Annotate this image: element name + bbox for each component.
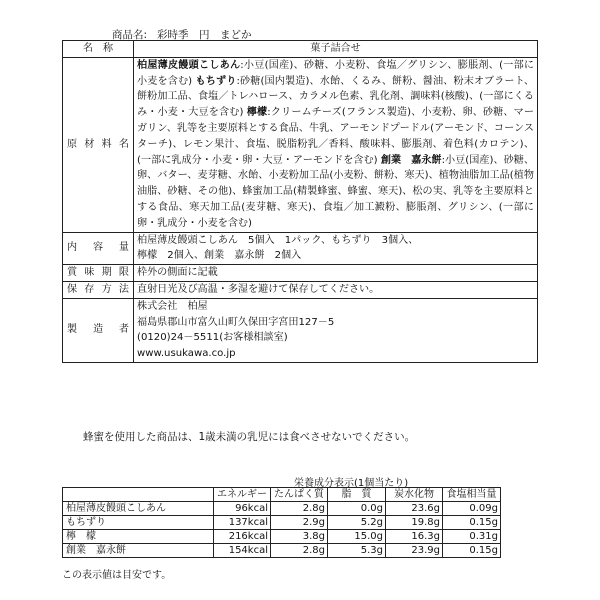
- expiry-row: [63, 265, 538, 282]
- nutrition-salt: 0.15g: [443, 544, 501, 558]
- nutrition-salt: 0.31g: [443, 530, 501, 544]
- nutrition-salt: 0.09g: [443, 502, 501, 516]
- ingredient-title-mochizuri: もちずり: [195, 75, 237, 87]
- product-name-label: 商品名:: [112, 29, 148, 41]
- maker-address: 福島県郡山市富久山町久保田字宮田127－5: [137, 316, 335, 328]
- nutrition-header-energy: エネルギー: [214, 488, 271, 502]
- contents-line-2: 檸檬 2個入、創業 嘉永餅 2個入: [137, 250, 302, 262]
- table-row: [63, 530, 501, 544]
- nutrition-header-row: [63, 488, 501, 502]
- contents-label: 内容量: [63, 232, 134, 265]
- expiry-label: 賞味期限: [63, 265, 134, 282]
- ingredient-text-koshian: :小豆(国産)、砂糖、小麦粉、食塩／グリシン、膨脹剤、(一部に小麦を含む): [137, 59, 534, 87]
- contents-line-1: 柏屋薄皮饅頭こしあん 5個入 1パック、もちずり 3個入、: [137, 234, 419, 246]
- nutrition-fat: 5.2g: [328, 516, 386, 530]
- nutrition-header-protein: たんぱく質: [271, 488, 328, 502]
- nutrition-header-fat: 脂 質: [328, 488, 386, 502]
- maker-cell: [134, 298, 538, 362]
- nutrition-energy: 216kcal: [214, 530, 271, 544]
- nutrition-salt: 0.15g: [443, 516, 501, 530]
- product-name-value: 彩時季 円 まどか: [157, 29, 252, 41]
- nutrition-product-name: 柏屋薄皮饅頭こしあん: [63, 502, 214, 516]
- ingredient-text-kaeimochi: :小豆(国産)、砂糖、卵、バター、麦芽糖、水飴、小麦粉加工品(小麦粉、餅粉、寒天)、植物油脂加工品(植物油脂、砂糖、その他)、蜂蜜加工品(精製蜂蜜、蜂蜜、寒天)、松の実、乳等を主要原料とする食品、寒天加工品(麦芽糖、寒天)、食塩／加工澱粉、膨脹剤、グリシン、(一部に卵・乳成分・小麦を含む): [137, 154, 534, 229]
- name-label: 名 称: [63, 41, 134, 58]
- ingredients-row: [63, 57, 538, 232]
- expiry-value: 枠外の側面に記載: [134, 265, 538, 282]
- nutrition-footnote: この表示値は目安です。: [62, 570, 172, 581]
- nutrition-protein: 2.9g: [271, 516, 328, 530]
- label-table: [62, 40, 538, 363]
- honey-notice: 蜂蜜を使用した商品は、1歳未満の乳児には食べさせないでください。: [83, 431, 416, 443]
- nutrition-caption: 栄養成分表示(1個当たり): [294, 478, 409, 489]
- nutrition-carbs: 23.9g: [386, 544, 443, 558]
- ingredient-title-koshian: 柏屋薄皮饅頭こしあん: [137, 59, 241, 71]
- ingredients-cell: [134, 57, 538, 232]
- nutrition-header-product: [63, 488, 214, 502]
- maker-phone: (0120)24－5511(お客様相談室): [137, 332, 288, 344]
- contents-row: [63, 232, 538, 265]
- table-row: [63, 544, 501, 558]
- nutrition-fat: 0.0g: [328, 502, 386, 516]
- nutrition-carbs: 16.3g: [386, 530, 443, 544]
- nutrition-product-name: 創業 嘉永餅: [63, 544, 214, 558]
- maker-company: 株式会社 柏屋: [137, 300, 208, 312]
- nutrition-carbs: 19.8g: [386, 516, 443, 530]
- nutrition-fat: 15.0g: [328, 530, 386, 544]
- nutrition-header-carbs: 炭水化物: [386, 488, 443, 502]
- contents-cell: [134, 232, 538, 265]
- nutrition-protein: 2.8g: [271, 502, 328, 516]
- table-row: [63, 502, 501, 516]
- nutrition-energy: 137kcal: [214, 516, 271, 530]
- ingredients-label: 原材料名: [63, 57, 134, 232]
- storage-label: 保存方法: [63, 281, 134, 298]
- storage-row: [63, 281, 538, 298]
- nutrition-protein: 2.8g: [271, 544, 328, 558]
- nutrition-product-name: もちずり: [63, 516, 214, 530]
- ingredient-text-remon: :クリームチーズ(フランス製造)、小麦粉、卵、砂糖、マーガリン、乳等を主要原料とする食品、牛乳、アーモンドプードル(アーモンド、コーンスターチ)、レモン果汁、食塩、脱脂粉乳／香料、酸味料、膨脹剤、着色料(カロテン)、(一部に乳成分・小麦・卵・大豆・アーモンドを含む): [137, 107, 535, 166]
- nutrition-energy: 96kcal: [214, 502, 271, 516]
- name-value: 菓子詰合せ: [134, 41, 538, 58]
- maker-row: [63, 298, 538, 362]
- nutrition-carbs: 23.6g: [386, 502, 443, 516]
- ingredient-title-kaeimochi: 創業 嘉永餅: [380, 154, 442, 166]
- ingredient-title-remon: 檸檬: [246, 107, 268, 119]
- maker-website: www.usukawa.co.jp: [137, 348, 236, 360]
- nutrition-product-name: 檸 檬: [63, 530, 214, 544]
- nutrition-energy: 154kcal: [214, 544, 271, 558]
- table-row: [63, 516, 501, 530]
- nutrition-fat: 5.3g: [328, 544, 386, 558]
- name-row: [63, 41, 538, 58]
- nutrition-table: [62, 487, 501, 558]
- nutrition-protein: 3.8g: [271, 530, 328, 544]
- ingredients-text: [137, 58, 534, 232]
- maker-label: 製造者: [63, 298, 134, 362]
- storage-value: 直射日光及び高温・多湿を避けて保存してください。: [134, 281, 538, 298]
- nutrition-header-salt: 食塩相当量: [443, 488, 501, 502]
- ingredient-text-mochizuri: :砂糖(国内製造)、水飴、くるみ、餅粉、醤油、粉末オブラート、餅粉加工品、食塩／トレハロース、カラメル色素、乳化剤、調味料(核酸)、(一部にくるみ・小麦・大豆を含む): [137, 75, 534, 119]
